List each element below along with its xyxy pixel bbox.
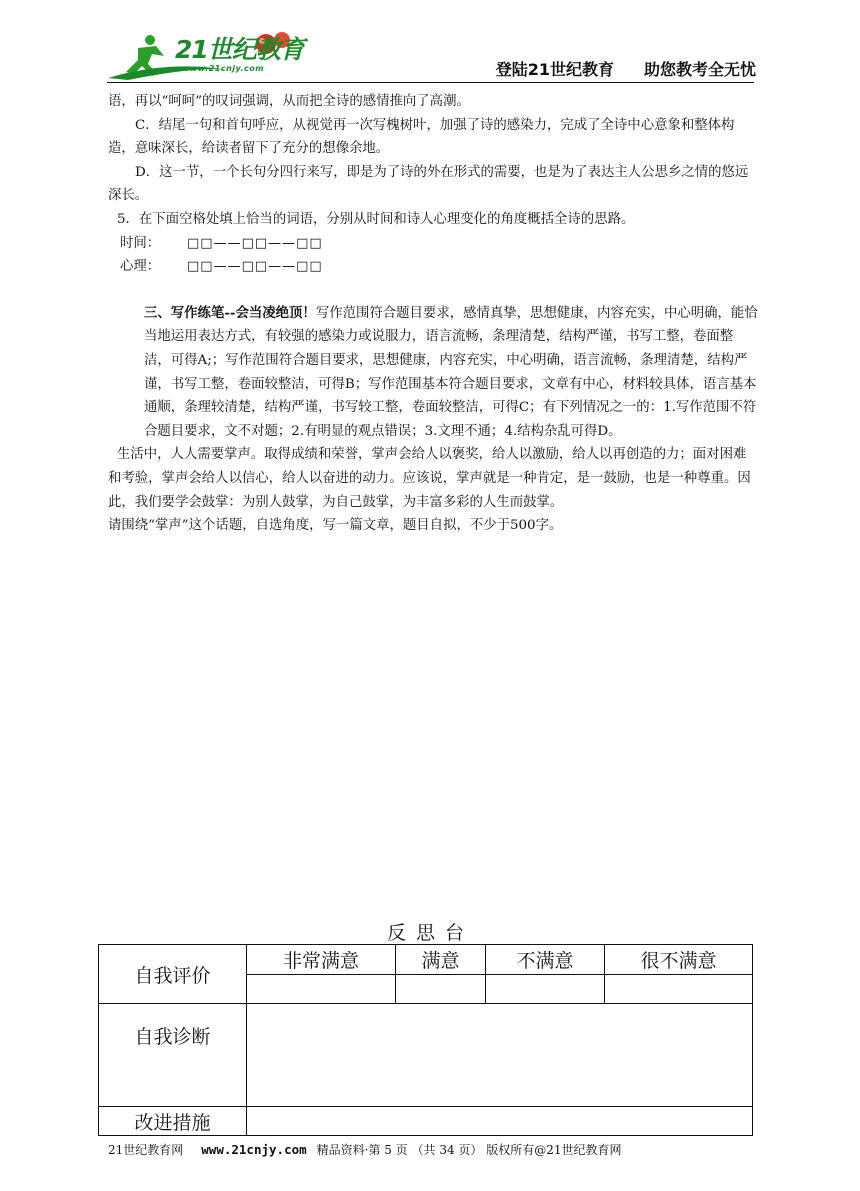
- logo-url: www.21cnjy.com: [182, 64, 265, 73]
- logo-text: 21世纪教育: [175, 35, 304, 64]
- header-slogan: [496, 57, 756, 80]
- table-row: [99, 1107, 753, 1136]
- answer-cell[interactable]: [247, 975, 396, 1004]
- improvement-label: 改进措施: [99, 1107, 247, 1136]
- slogan-right: 助您教考全无忧: [643, 60, 756, 79]
- paragraph: 语，再以“呵呵”的叹词强调，从而把全诗的感情推向了高潮。: [108, 94, 470, 109]
- option-c: C．结尾一句和首句呼应，从视觉再一次写槐树叶，加强了诗的感染力，完成了全诗中心意象和整体构造，意味深长，给读者留下了充分的想像余地。: [108, 117, 735, 157]
- section-3-criteria: 写作范围符合题目要求，感情真挚，思想健康，内容充实，中心明确，能恰当地运用表达方式，有较强的感染力或说服力，语言流畅，条理清楚，结构严谨，书写工整，卷面整洁，可得A;；写作范围符合题目要求，思想健康，内容充实，中心明确，语言流畅，条理清楚，结构严谨，书写工整，卷面较整洁，可得B；写作范围基本符合题目要求，文章有中心，材料较具体，语言基本通顺，条理较清楚，结构严谨，书写较工整，卷面较整洁，可得C；有下列情况之一的：1.写作范围不符合题目要求，文不对题；2.有明显的观点错误；3.文理不通；4.结构杂乱可得D。: [144, 305, 758, 439]
- option-satisfied: 满意: [396, 945, 486, 975]
- section-3: [108, 302, 758, 444]
- option-unsatisfied: 不满意: [486, 945, 605, 975]
- footer-site-link[interactable]: www.21cnjy.com: [201, 1142, 307, 1157]
- self-diagnosis-label: 自我诊断: [99, 1004, 247, 1107]
- reflection-title: 反思台: [387, 922, 475, 944]
- time-row: [108, 232, 758, 256]
- question-5: 5．在下面空格处填上恰当的词语，分别从时间和诗人心理变化的角度概括全诗的思路。: [117, 211, 635, 227]
- time-label: 时间：: [120, 235, 161, 251]
- document-body: [108, 90, 758, 538]
- footer-info: 精品资料·第 5 页 （共 34 页） 版权所有@21世纪教育网: [316, 1143, 622, 1157]
- answer-cell[interactable]: [605, 975, 753, 1004]
- option-very-satisfied: 非常满意: [247, 945, 396, 975]
- table-row: [99, 945, 753, 975]
- mind-blanks[interactable]: □□——□□——□□: [187, 259, 323, 275]
- reflection-table: [98, 944, 753, 1136]
- table-row: [99, 1004, 753, 1107]
- section-3-title: 三、写作练笔--会当凌绝顶！: [144, 304, 316, 321]
- slogan-left: 登陆21世纪教育: [495, 60, 614, 79]
- writing-task: 请围绕“掌声”这个话题，自选角度，写一篇文章，题目自拟，不少于500字。: [108, 518, 563, 534]
- time-blanks[interactable]: □□——□□——□□: [187, 235, 323, 251]
- option-very-unsatisfied: 很不满意: [605, 945, 753, 975]
- self-eval-label: 自我评价: [99, 945, 247, 1004]
- mind-label: 心理：: [120, 259, 161, 275]
- improvement-cell[interactable]: [247, 1107, 753, 1136]
- option-d: D．这一节，一个长句分四行来写，即是为了诗的外在形式的需要，也是为了表达主人公思乡之情的悠远深长。: [108, 164, 749, 204]
- mind-row: [108, 255, 758, 279]
- diagnosis-cell[interactable]: [247, 1004, 753, 1107]
- footer-left: 21世纪教育网: [108, 1143, 184, 1157]
- header-divider: [107, 82, 754, 83]
- prompt-paragraph: 生活中，人人需要掌声。取得成绩和荣誉，掌声会给人以褒奖，给人以激励，给人以再创造的力；面对困难和考验，掌声会给人以信心，给人以奋进的动力。应该说，掌声就是一种肯定，是一鼓励，也是一种尊重。因此，我们要学会鼓掌：为别人鼓掌，为自己鼓掌，为丰富多彩的人生而鼓掌。: [108, 447, 751, 510]
- answer-cell[interactable]: [396, 975, 486, 1004]
- answer-cell[interactable]: [486, 975, 605, 1004]
- page-footer: [108, 1141, 622, 1158]
